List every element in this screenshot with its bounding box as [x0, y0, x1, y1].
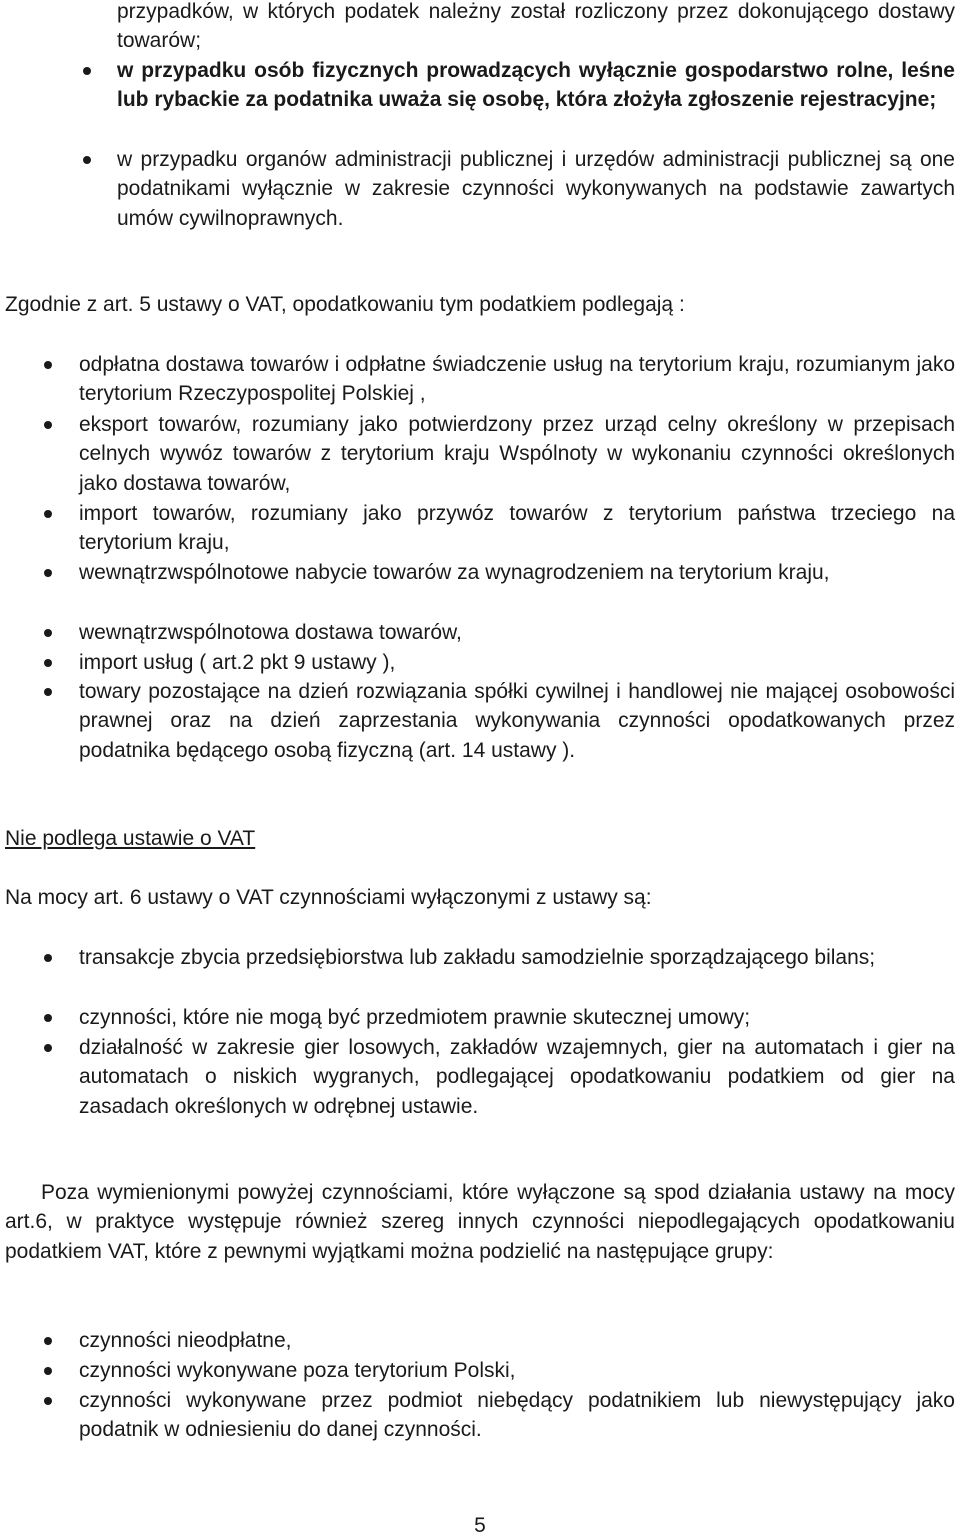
bullet-icon: [44, 629, 52, 637]
list-item: [117, 145, 955, 233]
list-item-text: w przypadku osób fizycznych prowadzących wyłącznie gospodarstwo rolne, leśne lub rybackie za podatnika uważa się osobę, która złożyła zgłoszenie rejestracyjne;: [117, 59, 955, 112]
list-item-text: przypadków, w których podatek należny został rozliczony przez dokonującego dostawy towarów;: [117, 0, 955, 53]
list-item-text: odpłatna dostawa towarów i odpłatne świadczenie usług na terytorium kraju, rozumianym jako terytorium Rzeczypospolitej Polskiej ,: [79, 353, 955, 406]
list-item: [117, 0, 955, 56]
list-item: [79, 648, 955, 677]
list-item: [79, 350, 955, 409]
list-item-text: w przypadku organów administracji publicznej i urzędów administracji publicznej są one podatnikami wyłącznie w zakresie czynności wykonywanych na podstawie zawartych umów cywilnoprawnych.: [117, 148, 955, 230]
bullet-icon: [44, 1014, 52, 1022]
bullet-icon: [44, 1367, 52, 1375]
section-heading: Nie podlega ustawie o VAT: [5, 827, 256, 850]
list-item: [79, 1326, 955, 1355]
list-item-text: czynności, które nie mogą być przedmiotem prawnie skutecznej umowy;: [79, 1006, 751, 1029]
bullet-icon: [44, 361, 52, 369]
list-item-text: wewnątrzwspólnotowe nabycie towarów za wynagrodzeniem na terytorium kraju,: [79, 561, 830, 584]
bullet-icon: [44, 421, 52, 429]
art6-intro-paragraph: Na mocy art. 6 ustawy o VAT czynnościami wyłączonymi z ustawy są:: [5, 886, 652, 909]
list-item-text: transakcje zbycia przedsiębiorstwa lub zakładu samodzielnie sporządzającego bilans;: [79, 946, 876, 969]
bullet-icon: [44, 1044, 52, 1052]
list-item-text: eksport towarów, rozumiany jako potwierdzony przez urząd celny określony w przepisach celnych wywóz towarów z terytorium kraju Wspólnoty w wykonaniu czynności określonych jako dostawa towarów,: [79, 413, 955, 495]
bullet-icon: [83, 67, 91, 75]
list-item-text: działalność w zakresie gier losowych, zakładów wzajemnych, gier na automatach i gier na automatach o niskich wygranych, podlegającej opodatkowaniu podatkiem od gier na zasadach określonych w odrębnej ustawie.: [79, 1036, 955, 1118]
bullet-icon: [44, 510, 52, 518]
bullet-icon: [44, 1337, 52, 1345]
art5-intro-paragraph: Zgodnie z art. 5 ustawy o VAT, opodatkowaniu tym podatkiem podlegają :: [5, 293, 685, 316]
list-item-text: import towarów, rozumiany jako przywóz towarów z terytorium państwa trzeciego na terytorium kraju,: [79, 502, 955, 555]
list-item: [79, 499, 955, 558]
bullet-icon: [44, 659, 52, 667]
list-item: [79, 1386, 955, 1445]
list-item: [79, 1003, 955, 1032]
list-item: [79, 677, 955, 765]
list-item-text: czynności wykonywane poza terytorium Polski,: [79, 1359, 516, 1382]
bullet-icon: [44, 688, 52, 696]
list-item: [79, 943, 955, 972]
bullet-icon: [44, 954, 52, 962]
other-groups-paragraph: Poza wymienionymi powyżej czynnościami, które wyłączone są spod działania ustawy na mocy art.6, w praktyce występuje również szereg innych czynności niepodlegających opodatkowaniu podatkiem VAT, które z pewnymi wyjątkami można podzielić na następujące grupy:: [5, 1181, 955, 1263]
bullet-icon: [44, 569, 52, 577]
list-item: [79, 1356, 955, 1385]
list-item-text: wewnątrzwspólnotowa dostawa towarów,: [79, 621, 462, 644]
bullet-icon: [44, 1397, 52, 1405]
list-item: [79, 558, 955, 587]
list-item: [79, 410, 955, 498]
list-item-text: czynności nieodpłatne,: [79, 1329, 292, 1352]
list-item-text: czynności wykonywane przez podmiot niebędący podatnikiem lub niewystępujący jako podatnik w odniesieniu do danej czynności.: [79, 1389, 955, 1442]
list-item: [117, 56, 955, 115]
page-number: 5: [474, 1514, 486, 1537]
list-item: [79, 1033, 955, 1121]
list-item-text: import usług ( art.2 pkt 9 ustawy ),: [79, 651, 396, 674]
bullet-icon: [83, 156, 91, 164]
list-item: [79, 618, 955, 647]
list-item-text: towary pozostające na dzień rozwiązania spółki cywilnej i handlowej nie mającej osobowości prawnej oraz na dzień zaprzestania wykonywania czynności opodatkowanych przez podatnika będącego osobą fizyczną (art. 14 ustawy ).: [79, 680, 955, 762]
